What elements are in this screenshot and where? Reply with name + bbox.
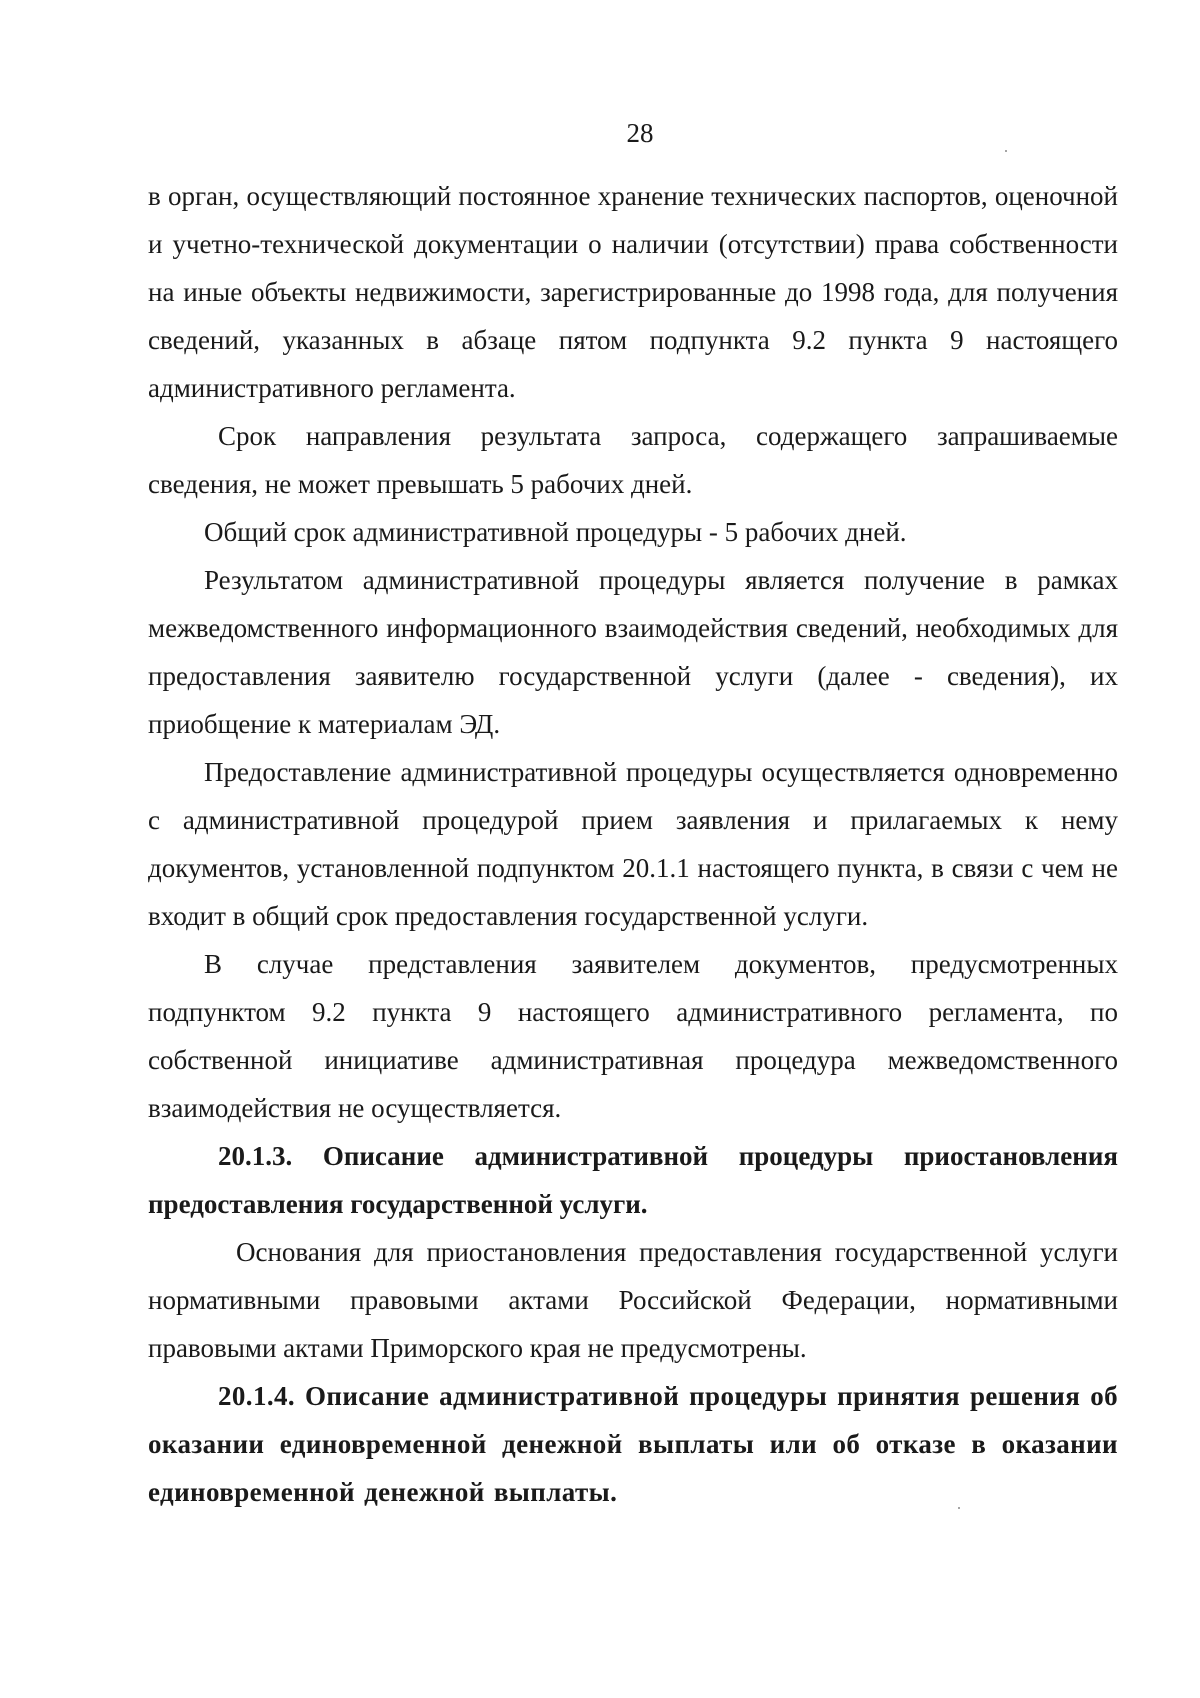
scan-speck: [958, 1507, 960, 1509]
paragraph-own-initiative: В случае представления заявителем документов, предусмотренных подпунктом 9.2 пункта 9 настоящего административного регламента, по собственной инициативе административная процедура межведомственного взаимодействия не осуществляется.: [148, 949, 1118, 1123]
paragraph-total-term: Общий срок административной процедуры - 5 рабочих дней.: [204, 517, 907, 547]
heading-section-20-1-3: 20.1.3. Описание административной процедуры приостановления предоставления государственной услуги.: [148, 1141, 1118, 1219]
paragraph-simultaneous-procedure: Предоставление административной процедуры осуществляется одновременно с административной процедурой прием заявления и прилагаемых к нему документов, установленной подпунктом 20.1.1 настоящего пункта, в связи с чем не входит в общий срок предоставления государственной услуги.: [148, 757, 1118, 931]
heading-section-20-1-4: 20.1.4. Описание административной процедуры принятия решения об оказании единовременной денежной выплаты или об отказе в оказании единовременной денежной выплаты.: [148, 1381, 1118, 1507]
page-number: 28: [626, 118, 654, 148]
scan-speck: [1005, 150, 1007, 152]
paragraph-continuation: в орган, осуществляющий постоянное хранение технических паспортов, оценочной и учетно-технической документации о наличии (отсутствии) права собственности на иные объекты недвижимости, зарегистрированные до 1998 года, для получения сведений, указанных в абзаце пятом подпункта 9.2 пункта 9 настоящего административного регламента.: [148, 181, 1118, 403]
paragraph-request-deadline: Срок направления результата запроса, содержащего запрашиваемые сведения, не может превышать 5 рабочих дней.: [148, 421, 1118, 499]
document-body: [148, 172, 1118, 1516]
paragraph-procedure-result: Результатом административной процедуры является получение в рамках межведомственного информационного взаимодействия сведений, необходимых для предоставления заявителю государственной услуги (далее - сведения), их приобщение к материалам ЭД.: [148, 565, 1118, 739]
paragraph-suspension-grounds: Основания для приостановления предоставления государственной услуги нормативными правовыми актами Российской Федерации, нормативными правовыми актами Приморского края не предусмотрены.: [148, 1237, 1118, 1363]
